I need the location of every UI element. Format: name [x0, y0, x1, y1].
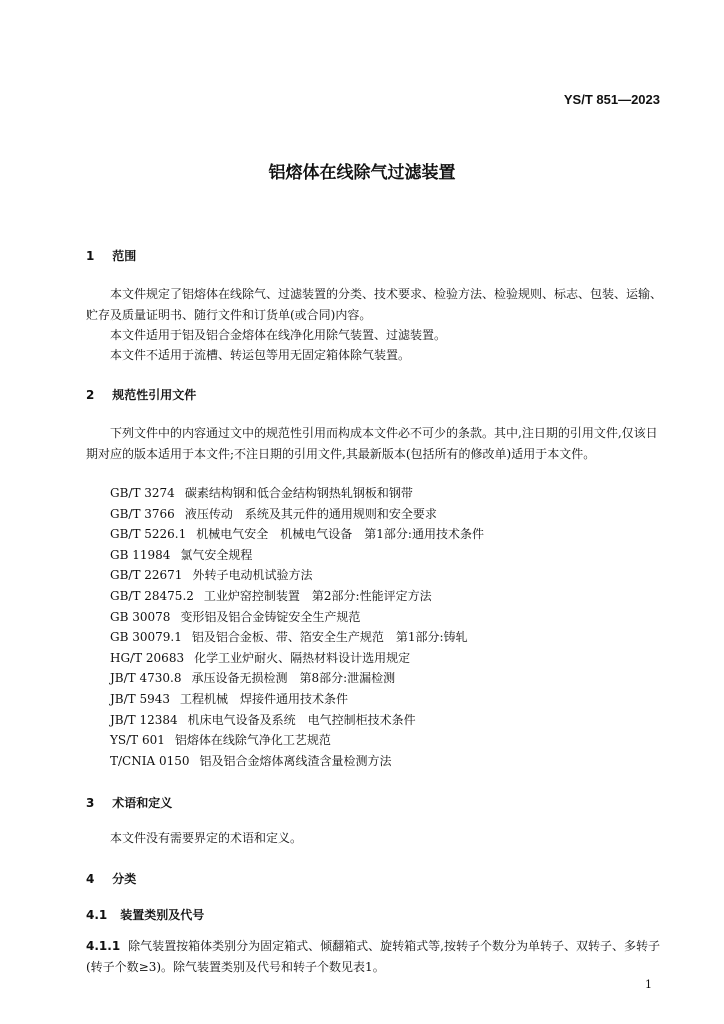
normative-references-list [110, 483, 484, 771]
reference-item [110, 689, 484, 710]
reference-code: YS/T 601 [110, 733, 165, 748]
scope-paragraph-2: 本文件适用于铝及铝合金熔体在线净化用除气装置、过滤装置。 [110, 328, 447, 342]
page-number: 1 [645, 978, 652, 991]
reference-item [110, 545, 484, 566]
section-title: 术语和定义 [112, 796, 173, 810]
reference-title: 工业炉窑控制装置 第2部分:性能评定方法 [203, 588, 432, 603]
reference-code: GB 30078 [110, 609, 171, 624]
normative-references-intro: 下列文件中的内容通过文中的规范性引用而构成本文件必不可少的条款。其中,注日期的引用文件,仅该日期对应的版本适用于本文件;不注日期的引用文件,其最新版本(包括所有的修改单)适用于本文件。 [86, 426, 658, 461]
subsection-4-1-heading [86, 906, 204, 923]
section-3-heading [86, 794, 172, 811]
reference-item [110, 586, 484, 607]
section-2-heading [86, 386, 196, 403]
reference-item [110, 627, 484, 648]
scope-paragraph-3: 本文件不适用于流槽、转运包等用无固定箱体除气装置。 [110, 348, 411, 362]
reference-item [110, 668, 484, 689]
document-code: YS/T 851—2023 [563, 92, 660, 107]
reference-item [110, 648, 484, 669]
reference-code: T/CNIA 0150 [110, 753, 190, 768]
reference-item [110, 565, 484, 586]
clause-number: 4.1.1 [86, 939, 121, 953]
reference-title: 铝熔体在线除气净化工艺规范 [174, 733, 331, 748]
document-title: 铝熔体在线除气过滤装置 [268, 163, 456, 183]
reference-title: 外转子电动机试验方法 [192, 568, 313, 583]
reference-code: GB/T 22671 [110, 568, 183, 583]
reference-item [110, 504, 484, 525]
clause-4-1-1 [86, 936, 664, 978]
reference-title: 碳素结构钢和低合金结构钢热轧钢板和钢带 [184, 486, 413, 500]
scope-paragraph-1: 本文件规定了铝熔体在线除气、过滤装置的分类、技术要求、检验方法、检验规则、标志、包装、运输、贮存及质量证明书、随行文件和订货单(或合同)内容。 [86, 287, 663, 322]
section-title: 分类 [112, 872, 137, 886]
reference-title: 氯气安全规程 [180, 547, 253, 562]
reference-item [110, 730, 484, 751]
section-number: 2 [86, 388, 95, 402]
reference-title: 机械电气安全 机械电气设备 第1部分:通用技术条件 [196, 527, 484, 542]
reference-title: 变形铝及铝合金铸锭安全生产规范 [180, 609, 361, 624]
reference-title: 铝及铝合金熔体离线渣含量检测方法 [199, 753, 392, 768]
reference-title: 铝及铝合金板、带、箔安全生产规范 第1部分:铸轧 [191, 630, 468, 645]
reference-title: 承压设备无损检测 第8部分:泄漏检测 [191, 671, 396, 686]
reference-code: JB/T 5943 [110, 691, 171, 706]
subsection-number: 4.1 [86, 908, 108, 922]
section-title: 范围 [112, 249, 137, 263]
reference-code: GB/T 3766 [110, 506, 175, 521]
reference-code: JB/T 4730.8 [110, 671, 182, 686]
reference-title: 液压传动 系统及其元件的通用规则和安全要求 [184, 506, 437, 521]
subsection-title: 装置类别及代号 [120, 908, 205, 922]
section-title: 规范性引用文件 [112, 388, 197, 402]
section-number: 3 [86, 796, 95, 810]
section-1-heading [86, 247, 136, 264]
reference-item [110, 524, 484, 545]
reference-item [110, 483, 484, 504]
reference-code: GB/T 28475.2 [110, 588, 194, 603]
reference-item [110, 607, 484, 628]
reference-code: JB/T 12384 [110, 712, 178, 727]
reference-code: GB/T 5226.1 [110, 527, 187, 542]
reference-title: 机床电气设备及系统 电气控制柜技术条件 [187, 712, 416, 727]
reference-item [110, 710, 484, 731]
reference-code: HG/T 20683 [110, 650, 185, 665]
reference-code: GB/T 3274 [110, 486, 175, 500]
reference-title: 工程机械 焊接件通用技术条件 [180, 691, 349, 706]
section-number: 1 [86, 249, 95, 263]
reference-title: 化学工业炉耐火、隔热材料设计选用规定 [194, 650, 411, 665]
section-4-heading [86, 870, 136, 887]
reference-code: GB 30079.1 [110, 630, 182, 645]
section-number: 4 [86, 872, 95, 886]
clause-text: 除气装置按箱体类别分为固定箱式、倾翻箱式、旋转箱式等,按转子个数分为单转子、双转子、多转子(转子个数≥3)。除气装置类别及代号和转子个数见表1。 [86, 939, 660, 974]
reference-item [110, 751, 484, 772]
reference-code: GB 11984 [110, 547, 171, 562]
terms-paragraph: 本文件没有需要界定的术语和定义。 [110, 831, 303, 845]
